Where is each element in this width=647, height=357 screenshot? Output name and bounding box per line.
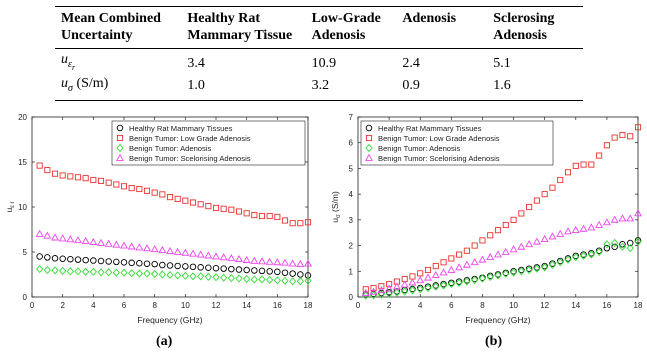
x-tick-label: 14 (571, 301, 581, 310)
x-tick-label: 10 (509, 301, 519, 310)
legend-label: Benign Tumor: Low Grade Adenosis (129, 134, 251, 143)
x-tick-label: 18 (303, 301, 313, 310)
table-body (55, 49, 583, 101)
legend-label: Benign Tumor: Low Grade Adenosis (378, 134, 500, 143)
panel-label-a: (a) (156, 334, 173, 349)
x-tick-label: 2 (386, 301, 392, 310)
table-cell: 0.9 (402, 78, 420, 94)
table-header-cell: Adenosis (402, 11, 457, 26)
y-tick-label: 0 (22, 293, 27, 302)
table-cell: 10.9 (311, 55, 337, 71)
table-row (55, 49, 583, 76)
table-header-cell: Mean Combined Uncertainty (61, 11, 161, 43)
table-row-label: $u_{\varepsilon_r}$ (61, 52, 76, 72)
table-cell: 1.0 (187, 78, 205, 94)
x-tick-label: 6 (449, 301, 454, 310)
x-axis-label: Frequency (GHz) (137, 315, 203, 325)
table-row-label: $u_\sigma$ (S/m) (61, 75, 109, 94)
y-tick-label: 4 (348, 190, 353, 200)
x-tick-label: 12 (211, 301, 221, 310)
legend-label: Healthy Rat Mammary Tissues (129, 124, 233, 133)
table-row (55, 76, 583, 100)
x-tick-label: 4 (417, 301, 423, 310)
table-header-row (55, 7, 583, 49)
legend-label: Benign Tumor: Scelorising Adenosis (378, 154, 500, 163)
x-tick-label: 4 (91, 301, 96, 310)
y-tick-label: 10 (18, 203, 27, 212)
legend-label: Benign Tumor: Scelorising Adenosis (129, 154, 251, 163)
legend-label: Healthy Rat Mammary Tissues (378, 124, 482, 133)
x-tick-label: 0 (29, 301, 35, 310)
legend-label: Benign Tumor: Adenosis (129, 144, 212, 153)
x-tick-label: 8 (152, 301, 157, 310)
y-tick-label: 2 (348, 241, 353, 251)
x-tick-label: 2 (60, 301, 65, 310)
x-tick-label: 16 (602, 301, 612, 310)
y-axis-label: $u_\sigma$ (S/m) (330, 191, 342, 223)
y-tick-label: 1 (348, 267, 353, 277)
x-axis-label: Frequency (GHz) (465, 315, 531, 325)
y-tick-label: 5 (22, 248, 27, 257)
legend-label: Benign Tumor: Adenosis (378, 144, 461, 153)
uncertainty-table (55, 6, 583, 101)
table-cell: 2.4 (402, 55, 420, 71)
table-header-cell: Sclerosing Adenosis (493, 11, 555, 43)
x-tick-label: 8 (480, 301, 485, 310)
y-tick-label: 5 (348, 164, 353, 174)
x-tick-label: 10 (180, 301, 190, 310)
x-tick-label: 16 (272, 301, 282, 310)
table-cell: 1.6 (493, 78, 511, 94)
table-cell: 5.1 (493, 55, 511, 71)
x-tick-label: 14 (242, 301, 252, 310)
table-header-cell: Low-Grade Adenosis (311, 11, 381, 43)
y-axis-label: $u_{\varepsilon r}$ (4, 201, 16, 213)
uncertainty-table-container (55, 6, 583, 101)
y-tick-label: 0 (348, 293, 353, 302)
chart-panel-a (0, 112, 320, 334)
x-tick-label: 6 (121, 301, 127, 310)
table-cell: 3.4 (187, 55, 205, 71)
y-tick-label: 20 (18, 113, 27, 122)
chart-a-svg (0, 112, 320, 334)
y-tick-label: 3 (348, 215, 353, 225)
chart-panel-b (326, 112, 646, 334)
y-tick-label: 15 (18, 158, 27, 167)
table-header-cell: Healthy Rat Mammary Tissue (187, 11, 293, 43)
x-tick-label: 0 (355, 301, 361, 310)
chart-b-svg (326, 112, 646, 334)
y-tick-label: 6 (348, 138, 353, 148)
x-tick-label: 12 (540, 301, 550, 310)
table-cell: 3.2 (311, 78, 330, 94)
panel-label-b: (b) (485, 334, 503, 349)
y-tick-label: 7 (348, 113, 353, 122)
x-tick-label: 18 (633, 301, 643, 310)
